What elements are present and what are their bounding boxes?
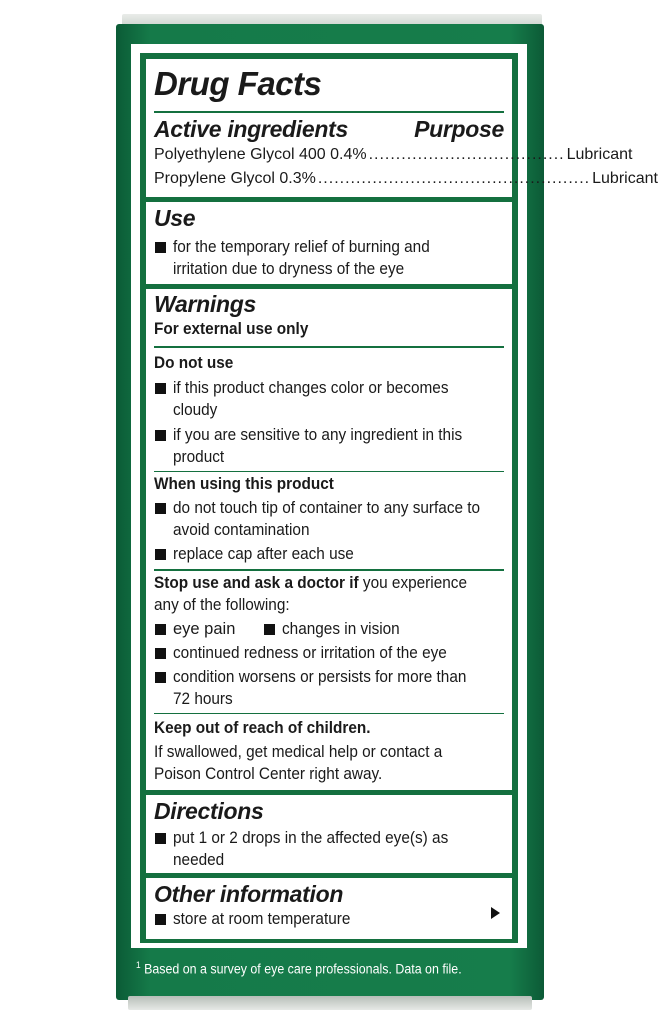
do-not-use-bullet: if this product changes color or becomes <box>154 377 504 399</box>
stop-use-line2: any of the following: <box>154 595 290 614</box>
keep-out-text: If swallowed, get medical help or contact a <box>154 743 443 761</box>
bullet-square-icon <box>155 430 166 441</box>
purpose-heading: Purpose <box>414 116 504 142</box>
directions-bullet: put 1 or 2 drops in the affected eye(s) as <box>154 827 504 849</box>
other-info-heading: Other information <box>154 881 344 907</box>
stop-use-bullet: continued redness or irritation of the eye <box>154 642 504 664</box>
continued-arrow-icon <box>491 907 500 919</box>
other-info-bullet: store at room temperature <box>154 908 504 930</box>
stop-use-bullet-row: eye pain changes in vision <box>154 618 504 640</box>
use-heading: Use <box>154 205 196 231</box>
bullet-continued: cloudy <box>173 400 218 419</box>
directions-panel <box>146 795 512 873</box>
bullet-square-icon <box>155 914 166 925</box>
do-not-use-heading: Do not use <box>154 353 234 372</box>
bullet-square-icon <box>155 242 166 253</box>
bullet-square-icon <box>155 672 166 683</box>
footnote <box>136 956 504 979</box>
bullet-square-icon <box>155 503 166 514</box>
carton-bottom-edge <box>128 996 532 1010</box>
stop-use-line: Stop use and ask a doctor if you experience <box>154 573 467 592</box>
ingredient-name: Polyethylene Glycol 400 0.4% <box>154 146 367 163</box>
directions-heading: Directions <box>154 798 264 824</box>
active-header-row <box>154 115 504 143</box>
ingredient-row <box>154 143 633 167</box>
bullet-continued: avoid contamination <box>173 521 310 539</box>
when-using-heading: When using this product <box>154 475 334 493</box>
drug-facts-title: Drug Facts <box>154 65 322 102</box>
footnote-text: Based on a survey of eye care professionals. Data on file. <box>140 961 462 977</box>
bullet-square-icon <box>264 624 275 635</box>
ingredient-name: Propylene Glycol 0.3% <box>154 170 316 187</box>
use-bullet: for the temporary relief of burning and <box>154 236 504 258</box>
when-using-bullet: do not touch tip of container to any surface to <box>154 497 504 519</box>
keep-out-text: Poison Control Center right away. <box>154 765 383 783</box>
stop-use-heading: Stop use and ask a doctor if <box>154 573 359 592</box>
bullet-continued: 72 hours <box>173 689 233 708</box>
use-bullet-continued: irritation due to dryness of the eye <box>173 260 405 278</box>
divider <box>154 346 504 348</box>
active-ingredients-panel <box>146 59 658 197</box>
divider <box>154 471 504 473</box>
ingredient-purpose: Lubricant <box>566 146 633 163</box>
warnings-panel <box>146 289 512 790</box>
divider <box>154 569 504 571</box>
bullet-continued: needed <box>173 851 225 869</box>
use-panel <box>146 202 512 284</box>
bullet-square-icon <box>155 383 166 394</box>
when-using-bullet: replace cap after each use <box>154 543 504 565</box>
warnings-heading: Warnings <box>154 291 256 317</box>
divider <box>154 713 504 715</box>
active-ingredients-heading: Active ingredients <box>154 116 348 142</box>
other-info-panel <box>146 878 512 939</box>
leader-dots: .................................................. <box>317 170 591 187</box>
bullet-continued: product <box>173 447 225 466</box>
ingredient-row <box>154 167 658 191</box>
leader-dots: .................................... <box>368 146 565 163</box>
bullet-square-icon <box>155 833 166 844</box>
footnote-mark: 1 <box>136 960 141 970</box>
keep-out-heading: Keep out of reach of children. <box>154 719 371 737</box>
bullet-square-icon <box>155 549 166 560</box>
external-use-text: For external use only <box>154 320 309 338</box>
do-not-use-bullet: if you are sensitive to any ingredient in this <box>154 424 504 446</box>
title-rule <box>154 111 504 113</box>
ingredient-purpose: Lubricant <box>592 170 658 187</box>
stop-use-bullet: condition worsens or persists for more than <box>154 666 504 688</box>
bullet-square-icon <box>155 648 166 659</box>
bullet-square-icon <box>155 624 166 635</box>
